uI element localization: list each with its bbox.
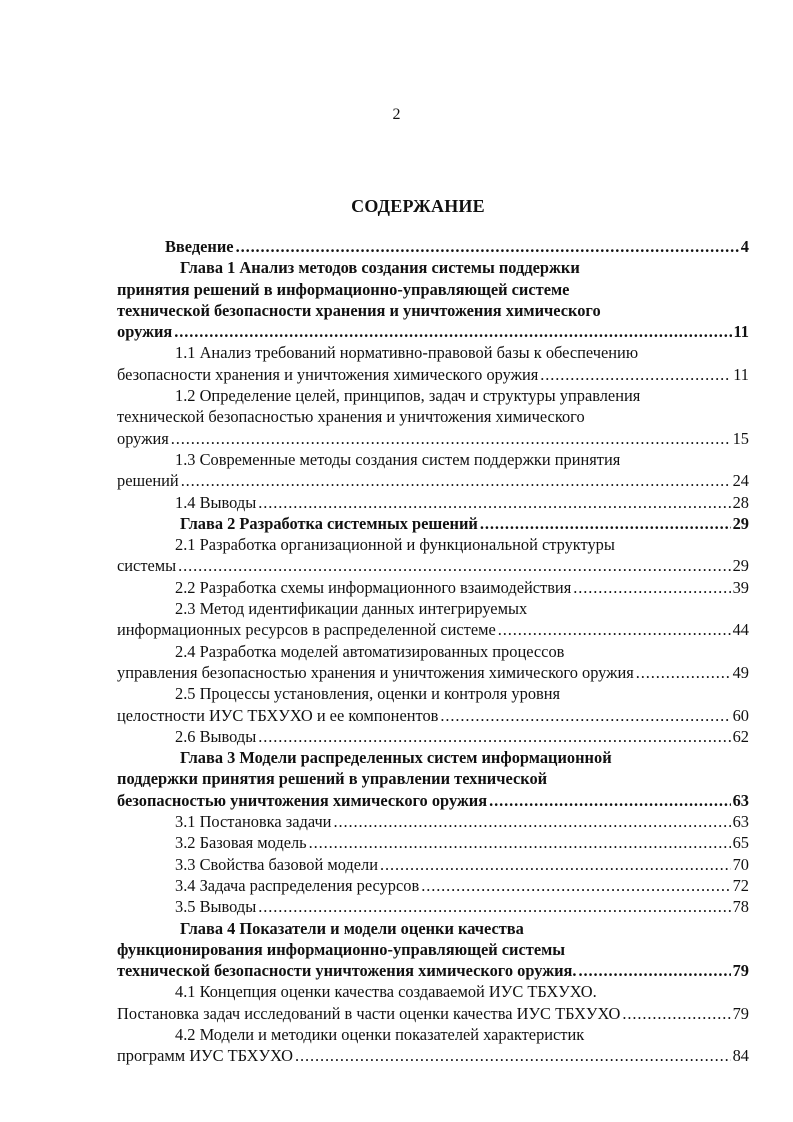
toc-entry-line	[117, 1045, 749, 1066]
toc-entry-text: 1.1 Анализ требований нормативно-правовой базы к обеспечению	[175, 343, 639, 363]
toc-page-number: 65	[732, 833, 749, 853]
toc-page-number: 44	[732, 620, 749, 640]
toc-entry	[117, 534, 749, 577]
toc-entry-line	[117, 939, 749, 960]
toc-entry	[117, 726, 749, 747]
toc-entry-line	[117, 981, 749, 1002]
toc-page-number: 72	[732, 875, 749, 895]
toc-entry	[117, 747, 749, 811]
toc-entry-text: информационных ресурсов в распределенной системе	[117, 620, 496, 640]
toc-entry-text: управления безопасностью хранения и уничтожения химического оружия	[117, 662, 634, 682]
toc-page-number: 84	[732, 1046, 749, 1066]
toc-entry-text: 2.3 Метод идентификации данных интегрируемых	[175, 599, 528, 619]
toc-entry-text: оружия	[117, 428, 169, 448]
toc-entry	[117, 342, 749, 385]
toc-entry	[117, 918, 749, 982]
toc-page-number: 62	[732, 726, 749, 746]
toc-page-number: 4	[740, 237, 749, 256]
toc-entry-line	[117, 811, 749, 832]
toc-entry-line	[117, 577, 749, 598]
toc-entry-line	[117, 747, 749, 768]
toc-entry-line	[117, 385, 749, 406]
toc-entry-line	[117, 534, 749, 555]
toc-entry-text: 3.1 Постановка задачи	[175, 812, 332, 832]
toc-entry-text: Глава 2 Разработка системных решений	[180, 513, 478, 533]
toc-entry-line	[117, 832, 749, 853]
toc-entry-line	[117, 449, 749, 470]
dot-leader	[421, 875, 730, 896]
toc-entry-text: 4.1 Концепция оценки качества создаваемой ИУС ТБХУХО.	[175, 982, 597, 1002]
toc-entry-text: целостности ИУС ТБХУХО и ее компонентов	[117, 705, 439, 725]
toc-entry	[117, 598, 749, 641]
toc-page-number: 28	[732, 492, 749, 512]
toc-entry-line	[117, 236, 749, 257]
toc-entry-line	[117, 342, 749, 363]
toc-page-number: 11	[733, 322, 749, 342]
dot-leader	[380, 854, 731, 875]
toc-entry-line	[117, 726, 749, 747]
toc-page-number: 29	[732, 513, 749, 533]
toc-entry-text: технической безопасностью хранения и уничтожения химического	[117, 407, 585, 427]
toc-entry-text: 3.4 Задача распределения ресурсов	[175, 875, 420, 895]
toc-entry	[117, 257, 749, 342]
toc-entry-line	[117, 619, 749, 640]
toc-entry-text: системы	[117, 556, 177, 576]
dot-leader	[636, 662, 731, 683]
toc-entry-text: оружия	[117, 322, 173, 342]
toc-page-number: 29	[732, 556, 749, 576]
dot-leader	[440, 705, 730, 726]
toc-entry-text: 2.1 Разработка организационной и функциональной структуры	[175, 535, 615, 555]
toc-entry-line	[117, 321, 749, 342]
toc-entry-line	[117, 896, 749, 917]
dot-leader	[258, 492, 730, 513]
toc-entry	[117, 981, 749, 1024]
toc-page-number: 78	[732, 897, 749, 917]
dot-leader	[178, 555, 730, 576]
toc-page-number: 60	[732, 705, 749, 725]
toc-entry	[117, 385, 749, 449]
toc-entry-line	[117, 918, 749, 939]
toc-page-number: 24	[732, 471, 749, 491]
toc-entry-line	[117, 960, 749, 981]
toc-entry	[117, 577, 749, 598]
toc-entry-text: 2.2 Разработка схемы информационного взаимодействия	[175, 577, 572, 597]
toc-entry-text: 1.2 Определение целей, принципов, задач и структуры управления	[175, 386, 641, 406]
toc-page-number: 70	[732, 854, 749, 874]
toc-entry-text: технической безопасности уничтожения химического оружия.	[117, 961, 577, 981]
dot-leader	[258, 726, 730, 747]
toc-entry-text: 1.3 Современные методы создания систем поддержки принятия	[175, 449, 621, 469]
toc-entry-text: 3.2 Базовая модель	[175, 833, 307, 853]
toc-entry-line	[117, 598, 749, 619]
dot-leader	[181, 470, 731, 491]
toc-page-number: 49	[732, 662, 749, 682]
toc-entry-text: Глава 4 Показатели и модели оценки качества	[180, 918, 524, 938]
dot-leader	[236, 236, 739, 257]
toc-entry-text: Глава 3 Модели распределенных систем информационной	[180, 748, 612, 768]
toc-entry-line	[117, 406, 749, 427]
toc-entry	[117, 513, 749, 534]
toc-entry-text: безопасностью уничтожения химического оружия	[117, 790, 488, 810]
toc-entry-line	[117, 470, 749, 491]
toc-entry-text: 2.4 Разработка моделей автоматизированных процессов	[175, 641, 565, 661]
toc-entry-text: 3.5 Выводы	[175, 897, 257, 917]
toc-page-number: 79	[732, 961, 749, 981]
dot-leader	[579, 960, 731, 981]
toc-entry-line	[117, 428, 749, 449]
toc-entry-text: функционирования информационно-управляющей системы	[117, 939, 566, 959]
toc-entry	[117, 683, 749, 726]
dot-leader	[174, 321, 731, 342]
toc-entry	[117, 449, 749, 492]
toc-entry-text: принятия решений в информационно-управляющей системе	[117, 279, 570, 299]
toc-entry-line	[117, 854, 749, 875]
toc-entry	[117, 492, 749, 513]
toc-entry-text: 2.5 Процессы установления, оценки и контроля уровня	[175, 684, 561, 704]
toc-entry-line	[117, 790, 749, 811]
toc-entry-line	[117, 1024, 749, 1045]
toc-page-number: 39	[732, 577, 749, 597]
dot-leader	[489, 790, 730, 811]
toc-entry-line	[117, 364, 749, 385]
toc-entry-text: технической безопасности хранения и уничтожения химического	[117, 300, 601, 320]
toc-entry-line	[117, 683, 749, 704]
toc-entry-text: Постановка задач исследований в части оценки качества ИУС ТБХУХО	[117, 1003, 621, 1023]
dot-leader	[573, 577, 730, 598]
toc-entry	[117, 1024, 749, 1067]
toc-entry-line	[117, 555, 749, 576]
toc-page-number: 11	[733, 364, 749, 384]
toc-entry-text: Введение	[165, 237, 234, 256]
toc-entry-text: Глава 1 Анализ методов создания системы поддержки	[180, 258, 580, 278]
toc-page-number: 79	[732, 1003, 749, 1023]
dot-leader	[295, 1045, 731, 1066]
dot-leader	[540, 364, 731, 385]
dot-leader	[622, 1003, 730, 1024]
toc-page-number: 63	[732, 812, 749, 832]
toc-entry-line	[117, 768, 749, 789]
toc-entry	[117, 236, 749, 257]
toc-entry-line	[117, 1003, 749, 1024]
toc-entry-line	[117, 257, 749, 278]
toc-entry-text: поддержки принятия решений в управлении технической	[117, 769, 548, 789]
toc-page-number: 15	[732, 428, 749, 448]
toc-entry	[117, 641, 749, 684]
toc-entry-line	[117, 279, 749, 300]
toc-entry-line	[117, 641, 749, 662]
toc-entry	[117, 854, 749, 875]
toc-entry-text: 3.3 Свойства базовой модели	[175, 854, 378, 874]
toc-entry	[117, 875, 749, 896]
dot-leader	[498, 619, 731, 640]
toc-entry	[117, 896, 749, 917]
toc-title: СОДЕРЖАНИЕ	[351, 196, 485, 216]
dot-leader	[333, 811, 730, 832]
toc-entry-line	[117, 705, 749, 726]
toc-entry-text: программ ИУС ТБХУХО	[117, 1046, 293, 1066]
dot-leader	[480, 513, 731, 534]
dot-leader	[171, 428, 731, 449]
toc-entry-line	[117, 513, 749, 534]
toc-entry-text: 4.2 Модели и методики оценки показателей характеристик	[175, 1024, 585, 1044]
dot-leader	[309, 832, 731, 853]
toc-entry	[117, 811, 749, 832]
table-of-contents	[117, 236, 749, 1067]
toc-page-number: 63	[732, 790, 749, 810]
toc-entry-line	[117, 875, 749, 896]
dot-leader	[258, 896, 730, 917]
toc-entry	[117, 832, 749, 853]
toc-entry-text: безопасности хранения и уничтожения химического оружия	[117, 364, 539, 384]
page-number: 2	[392, 106, 401, 123]
toc-entry-line	[117, 662, 749, 683]
toc-entry-text: 1.4 Выводы	[175, 492, 257, 512]
toc-entry-text: решений	[117, 471, 179, 491]
toc-entry-line	[117, 492, 749, 513]
toc-entry-text: 2.6 Выводы	[175, 726, 257, 746]
toc-entry-line	[117, 300, 749, 321]
